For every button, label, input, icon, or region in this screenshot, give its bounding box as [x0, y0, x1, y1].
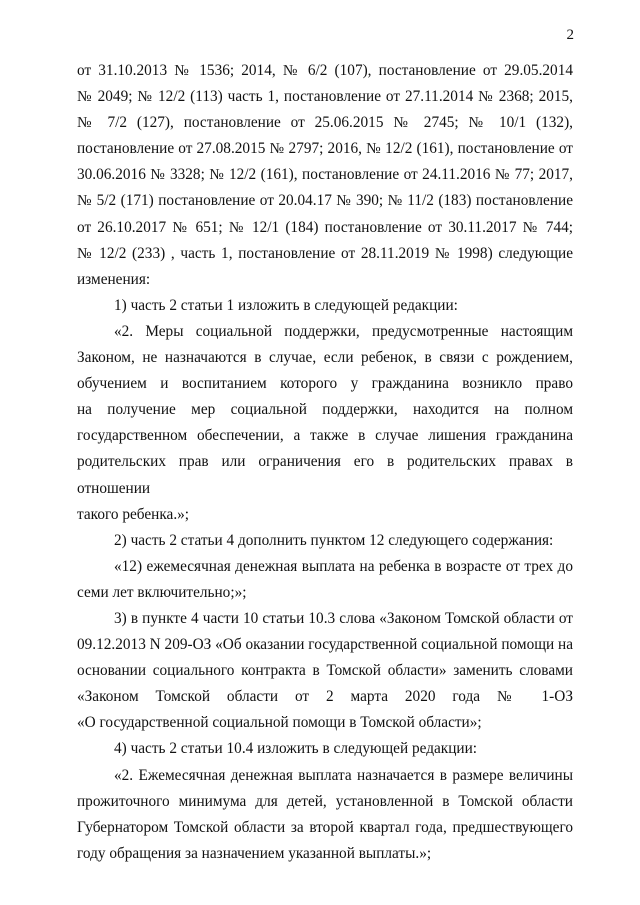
- paragraph-line: «2. Меры социальной поддержки, предусмотренные настоящим: [114, 322, 573, 340]
- paragraph-line: на получение мер социальной поддержки, находится на полном: [77, 401, 573, 419]
- paragraph-line: прожиточного минимума для детей, установленной в Томской области: [77, 792, 573, 810]
- paragraph-line: № 5/2 (171) постановление от 20.04.17 № 390; № 11/2 (183) постановление: [77, 192, 573, 210]
- paragraph-line: от 26.10.2017 № 651; № 12/1 (184) постановление от 30.11.2017 № 744;: [77, 218, 573, 236]
- paragraph-line: № 2049; № 12/2 (113) часть 1, постановление от 27.11.2014 № 2368; 2015,: [77, 88, 573, 106]
- paragraph-line: 30.06.2016 № 3328; № 12/2 (161), постановление от 24.11.2016 № 77; 2017,: [77, 166, 573, 184]
- paragraph-line: основании социального контракта в Томской области» заменить словами: [77, 662, 573, 680]
- paragraph-line: обучением и воспитанием которого у гражданина возникло право: [77, 375, 573, 393]
- paragraph-line: 1) часть 2 статьи 1 изложить в следующей редакции:: [114, 296, 458, 314]
- paragraph-line: году обращения за назначением указанной выплаты.»;: [77, 844, 432, 862]
- paragraph-line: Губернатором Томской области за второй квартал года, предшествующего: [77, 818, 573, 836]
- paragraph-line: 4) часть 2 статьи 10.4 изложить в следующей редакции:: [114, 740, 478, 758]
- paragraph-line: 2) часть 2 статьи 4 дополнить пунктом 12 следующего содержания:: [114, 531, 554, 549]
- paragraph-line: «О государственной социальной помощи в Томской области»;: [77, 714, 482, 732]
- paragraph-line: постановление от 27.08.2015 № 2797; 2016, № 12/2 (161), постановление от: [77, 140, 573, 158]
- paragraph-line: № 7/2 (127), постановление от 25.06.2015 № 2745; № 10/1 (132),: [77, 114, 573, 132]
- paragraph-line: «2. Ежемесячная денежная выплата назначается в размере величины: [114, 766, 573, 784]
- paragraph-line: 09.12.2013 N 209-ОЗ «Об оказании государственной социальной помощи на: [77, 636, 573, 654]
- paragraph-line: Законом, не назначаются в случае, если ребенок, в связи с рождением,: [77, 349, 573, 367]
- page-number: 2: [566, 27, 574, 43]
- paragraph-line: такого ребенка.»;: [77, 505, 190, 523]
- paragraph-line: от 31.10.2013 № 1536; 2014, № 6/2 (107), постановление от 29.05.2014: [77, 62, 573, 79]
- paragraph-line: государственном обеспечении, а также в случае лишения гражданина: [77, 427, 573, 445]
- paragraph-line: семи лет включительно;»;: [77, 583, 247, 601]
- paragraph-line: № 12/2 (233) , часть 1, постановление от 28.11.2019 № 1998) следующие: [77, 244, 573, 262]
- document-body: [77, 58, 573, 867]
- paragraph-line: изменения:: [77, 270, 151, 288]
- paragraph-line: «Законом Томской области от 2 марта 2020 года № 1-ОЗ: [77, 688, 573, 706]
- paragraph-line: родительских прав или ограничения его в родительских правах в отношении: [77, 453, 573, 497]
- paragraph-line: 3) в пункте 4 части 10 статьи 10.3 слова «Законом Томской области от: [114, 609, 573, 627]
- paragraph-line: «12) ежемесячная денежная выплата на ребенка в возрасте от трех до: [114, 557, 573, 575]
